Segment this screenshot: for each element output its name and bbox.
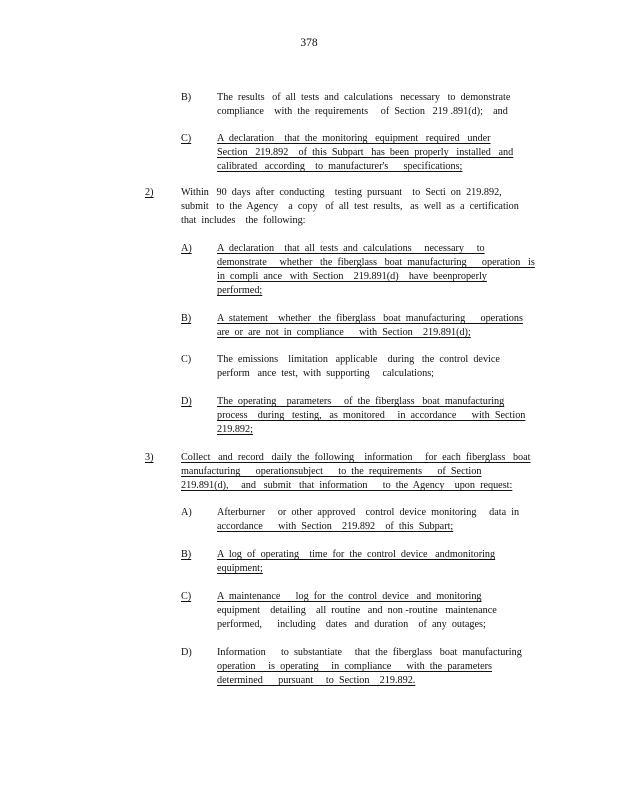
- item-text: [181, 451, 541, 493]
- item-label: D): [181, 396, 192, 407]
- text-line: calibrated according to manufacturer's specifications;: [217, 161, 463, 172]
- item-text: [217, 353, 512, 381]
- item-label: B): [181, 549, 192, 560]
- text-line: equipment;: [217, 563, 263, 574]
- text-line: determined pursuant to Section 219.892.: [217, 675, 416, 686]
- item-label: D): [181, 647, 192, 658]
- text-line: equipment detailing all routine and non -routine maintenance: [217, 605, 497, 616]
- text-line: demonstrate whether the fiberglass boat manufacturing operation is: [217, 257, 535, 268]
- text-line: manufacturing operationsubject to the requirements of Section: [181, 466, 482, 477]
- text-line: Afterburner or other approved control device monitoring data in: [217, 507, 520, 518]
- item-text: [217, 646, 522, 688]
- item-label: 2): [145, 187, 154, 198]
- item-label: B): [181, 313, 192, 324]
- text-line: Collect and record daily the following information for each fiberglass boat: [181, 452, 531, 463]
- item-label: A): [181, 507, 192, 518]
- item-text: [217, 506, 527, 534]
- text-line: perform ance test, with supporting calculations;: [217, 368, 434, 379]
- item-text: [217, 91, 522, 119]
- item-label: C): [181, 354, 192, 365]
- text-line: operation is operating in compliance with the parameters: [217, 661, 492, 672]
- item-label: 3): [145, 452, 154, 463]
- item-label: C): [181, 591, 192, 602]
- text-line: A declaration that all tests and calculations necessary to: [217, 243, 485, 254]
- text-line: compliance with the requirements of Section 219 .891(d); and: [217, 106, 508, 117]
- text-line: Within 90 days after conducting testing pursuant to Secti on 219.892,: [181, 187, 502, 198]
- text-line: 219.892;: [217, 424, 253, 435]
- item-text: [217, 548, 517, 576]
- text-line: are or are not in compliance with Section 219.891(d);: [217, 327, 471, 338]
- item-text: [217, 242, 542, 298]
- text-line: Information to substantiate that the fiberglass boat manufacturing: [217, 647, 522, 658]
- text-line: A statement whether the fiberglass boat manufacturing operations: [217, 313, 523, 324]
- item-text: [217, 395, 526, 437]
- item-text: [217, 132, 522, 174]
- item-label: B): [181, 92, 192, 103]
- item-label: A): [181, 243, 192, 254]
- text-line: A maintenance log for the control device and monitoring: [217, 591, 482, 602]
- text-line: accordance with Section 219.892 of this Subpart;: [217, 521, 454, 532]
- text-line: The emissions limitation applicable during the control device: [217, 354, 500, 365]
- text-line: in compli ance with Section 219.891(d) have beenproperly: [217, 271, 487, 282]
- item-text: [217, 312, 537, 340]
- text-line: submit to the Agency a copy of all test results, as well as a certification: [181, 201, 519, 212]
- text-line: process during testing, as monitored in accordance with Section: [217, 410, 526, 421]
- text-line: that includes the following:: [181, 215, 306, 226]
- text-line: A declaration that the monitoring equipment required under: [217, 133, 491, 144]
- text-line: The results of all tests and calculations necessary to demonstrate: [217, 92, 511, 103]
- text-line: performed, including dates and duration of any outages;: [217, 619, 486, 630]
- item-text: [181, 186, 519, 228]
- page-number: 378: [300, 37, 318, 49]
- item-label: C): [181, 133, 192, 144]
- text-line: The operating parameters of the fiberglass boat manufacturing: [217, 396, 505, 407]
- text-line: A log of operating time for the control device andmonitoring: [217, 549, 496, 560]
- text-line: performed;: [217, 285, 263, 296]
- text-line: 219.891(d), and submit that information to the Agency upon request:: [181, 480, 513, 491]
- item-text: [217, 590, 502, 632]
- text-line: Section 219.892 of this Subpart has been properly installed and: [217, 147, 514, 158]
